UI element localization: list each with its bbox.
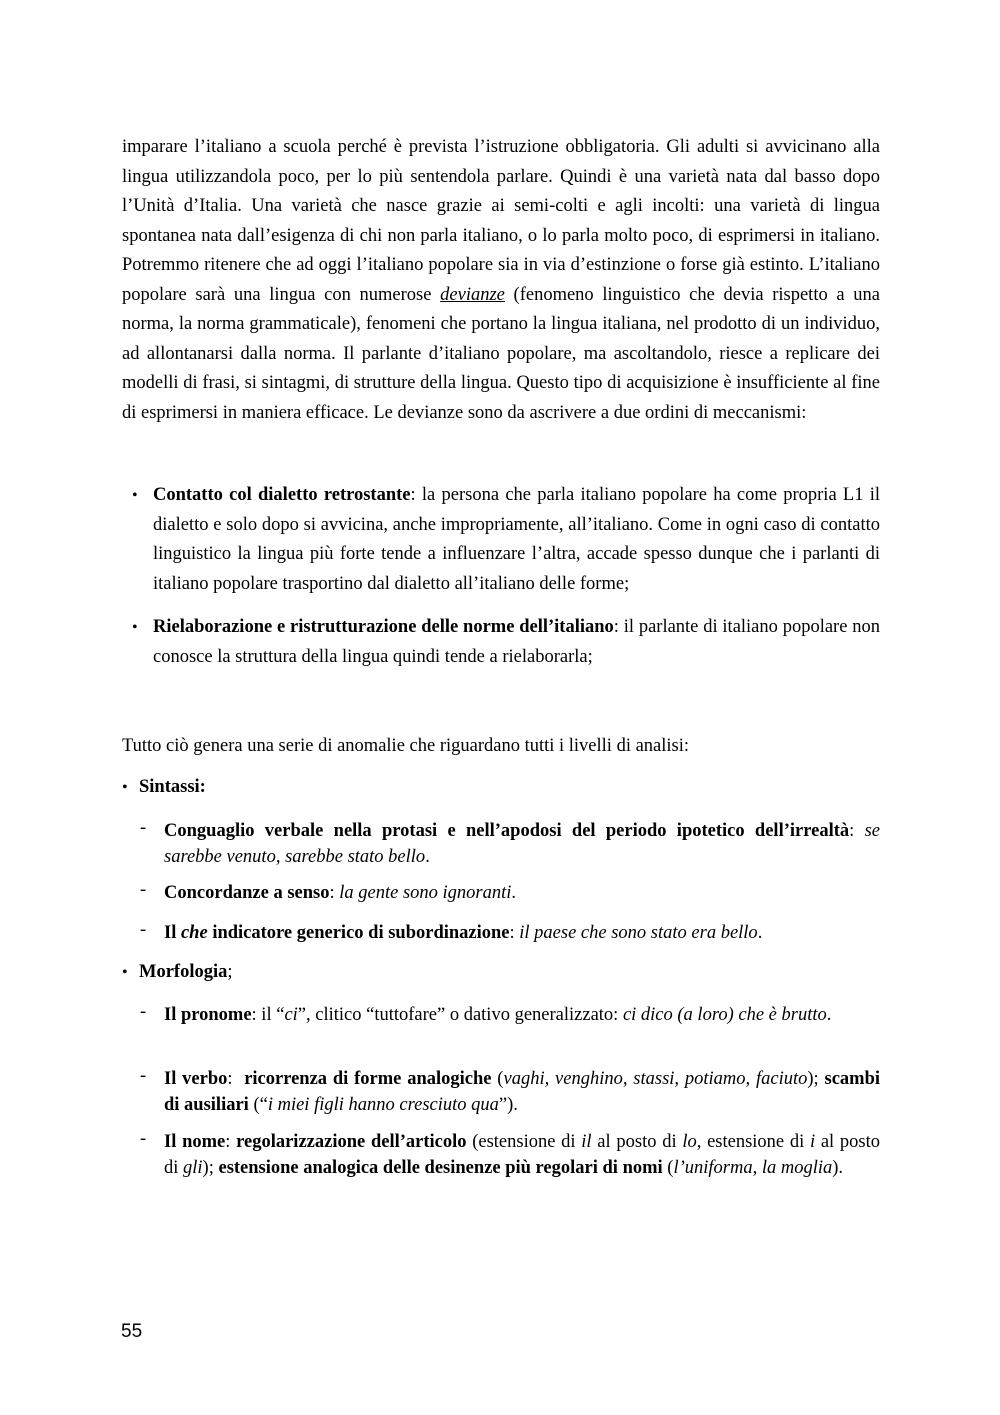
intro-sentence: Tutto ciò genera una serie di anomalie che riguardano tutti i livelli di analisi: (122, 736, 690, 756)
punct: . (511, 883, 517, 903)
dash-icon: - (140, 920, 147, 940)
bullet-icon: • (122, 779, 128, 796)
dash-icon: - (140, 1002, 147, 1022)
item-example: il paese che sono stato era bello (519, 923, 758, 943)
item-term: estensione analogica delle desinenze più regolari di nomi (218, 1158, 663, 1178)
punct: . (425, 847, 430, 867)
punct: (“ (248, 1095, 268, 1115)
body-paragraph (122, 133, 880, 428)
paragraph-text-continued: (fenomeno linguistico che devia rispetto a una norma, la norma grammaticale), fenomeni che portano la lingua italiana, nel prodotto di un individuo, ad allontanarsi dalla norma. Il parlante d’italiano popolare, ma ascoltandolo, riesce a replicare dei modelli di frasi, si sintagmi, di strutture della lingua. Questo tipo di acquisizione è insufficiente al fine di esprimersi in maniera efficace. Le devianze sono da ascrivere a due ordini di meccanismi: (122, 284, 880, 423)
item-term: Il verbo (164, 1069, 228, 1089)
punct: : (849, 821, 855, 841)
item-term: Il pronome (164, 1005, 252, 1025)
paragraph-text: imparare l’italiano a scuola perché è prevista l’istruzione obbligatoria. Gli adulti si avvicinano alla lingua utilizzandola poco, per lo più sentendola parlare. Quindi è una varietà nata dal basso dopo l’Unità d’Italia. Una varietà che nasce grazie ai semi-colti e agli incolti: una varietà di lingua spontanea nata dall’esigenza di chi non parla italiano, o lo parla molto poco, di esprimersi in italiano. Potremmo ritenere che ad oggi l’italiano popolare sia in via d’estinzione o forse già estinto. L’italiano popolare sarà una lingua con numerose (122, 137, 880, 305)
item-text: al posto di (164, 1132, 881, 1178)
item-term: Il (164, 923, 181, 943)
term-devianze: devianze (440, 284, 505, 305)
item-example: il (581, 1132, 592, 1152)
item-text: : il “ (251, 1005, 285, 1025)
item-term: scambi di ausiliari (164, 1069, 880, 1115)
item-example: ci (284, 1005, 298, 1025)
item-example: gli (183, 1158, 203, 1178)
punct: ); (807, 1069, 825, 1089)
punct: ( (662, 1158, 674, 1178)
item-term: Conguaglio verbale nella protasi e nell’apodosi del periodo ipotetico dell’irrealtà (164, 821, 850, 841)
mechanism-text: : il parlante di italiano popolare non conosce la struttura della lingua quindi tende a rielaborarla; (153, 617, 880, 667)
item-example: vaghi, venghino, stassi, potiamo, faciuto (503, 1069, 808, 1089)
item-text: , estensione di (696, 1132, 810, 1152)
bullet-icon: • (132, 619, 138, 636)
punct: . (826, 1005, 832, 1025)
punct: : (509, 923, 520, 943)
item-example: lo (682, 1132, 697, 1152)
item-example: i miei figli hanno cresciuto qua (267, 1095, 499, 1115)
item-text: (estensione di (466, 1132, 582, 1152)
page-number: 55 (121, 1321, 143, 1342)
item-text: ”, clitico “tuttofare” o dativo generalizzato: (297, 1005, 623, 1025)
mechanism-term: Contatto col dialetto retrostante (153, 485, 411, 505)
item-term: Concordanze a senso (164, 883, 330, 903)
punct: . (757, 923, 763, 943)
section-label: Morfologia (139, 962, 228, 982)
item-term: indicatore generico di subordinazione (207, 923, 510, 943)
punct: ( (491, 1069, 504, 1089)
punct: : (329, 883, 340, 903)
mechanism-text: : la persona che parla italiano popolare ha come propria L1 il dialetto e solo dopo si avvicina, anche impropriamente, all’italiano. Come in ogni caso di contatto linguistico la lingua più forte tende a influenzare l’altra, accade spesso dunque che i parlanti di italiano popolare trasportino dal dialetto all’italiano delle forme; (153, 485, 881, 594)
punct: ); (202, 1158, 219, 1178)
item-term-che: che (180, 923, 208, 943)
section-sintassi (122, 774, 206, 801)
section-label: Sintassi: (139, 777, 206, 797)
punct: : (225, 1132, 237, 1152)
mechanism-term: Rielaborazione e ristrutturazione delle norme dell’italiano (153, 617, 614, 637)
punct: ). (832, 1158, 844, 1178)
dash-icon: - (140, 1066, 147, 1086)
dash-icon: - (140, 880, 147, 900)
item-example: la gente sono ignoranti (339, 883, 512, 903)
dash-icon: - (140, 818, 147, 838)
bullet-icon: • (132, 487, 138, 504)
item-example: ci dico (a loro) che è brutto (622, 1005, 827, 1025)
punct: ”). (498, 1095, 518, 1115)
item-term: ricorrenza di forme analogiche (244, 1069, 492, 1089)
punct: ; (227, 962, 233, 982)
item-term: Il nome (164, 1132, 226, 1152)
bullet-icon: • (122, 964, 128, 981)
item-term: regolarizzazione dell’articolo (236, 1132, 467, 1152)
punct: : (227, 1069, 245, 1089)
section-morfologia (122, 959, 233, 986)
item-example: i (809, 1132, 816, 1152)
dash-icon: - (140, 1129, 147, 1149)
item-text: al posto di (591, 1132, 683, 1152)
item-example: l’uniforma, la moglia (673, 1158, 833, 1178)
item-example: se sarebbe venuto, sarebbe stato bello (164, 821, 880, 867)
